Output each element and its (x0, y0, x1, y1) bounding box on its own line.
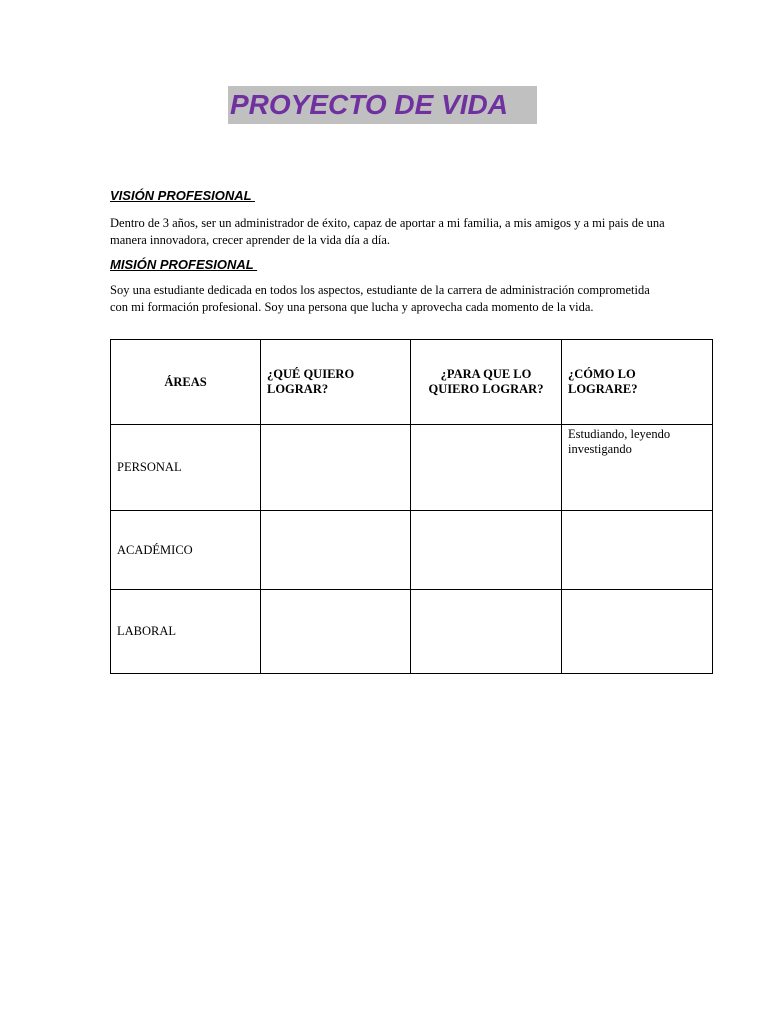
table-row (111, 511, 713, 590)
header-para: ¿PARA QUE LO QUIERO LOGRAR? (411, 340, 562, 425)
mission-text: Soy una estudiante dedicada en todos los aspectos, estudiante de la carrera de administración comprometida con mi formación profesional. Soy una persona que lucha y aprovecha cada momento de la vida. (110, 283, 650, 314)
para-cell (411, 511, 562, 590)
que-cell (261, 511, 411, 590)
mission-heading: MISIÓN PROFESIONAL (110, 257, 258, 272)
area-cell: ACADÉMICO (111, 511, 261, 590)
para-cell (411, 425, 562, 511)
document-title: PROYECTO DE VIDA (230, 89, 508, 120)
vision-text: Dentro de 3 años, ser un administrador de éxito, capaz de aportar a mi familia, a mis amigos y a mi pais de una manera innovadora, crecer aprender de la vida día a día. (110, 216, 665, 247)
como-cell: Estudiando, leyendo investigando (562, 425, 713, 511)
table-header-row (111, 340, 713, 425)
como-cell (562, 590, 713, 674)
que-cell (261, 590, 411, 674)
vision-heading: VISIÓN PROFESIONAL (110, 188, 255, 203)
como-cell (562, 511, 713, 590)
table-row (111, 590, 713, 674)
header-areas: ÁREAS (111, 340, 261, 425)
para-cell (411, 590, 562, 674)
areas-table (110, 339, 713, 674)
title-highlight (228, 86, 537, 124)
que-cell (261, 425, 411, 511)
header-como: ¿CÓMO LO LOGRARE? (562, 340, 713, 425)
header-que: ¿QUÉ QUIERO LOGRAR? (261, 340, 411, 425)
area-cell: LABORAL (111, 590, 261, 674)
area-cell: PERSONAL (111, 425, 261, 511)
table-row (111, 425, 713, 511)
